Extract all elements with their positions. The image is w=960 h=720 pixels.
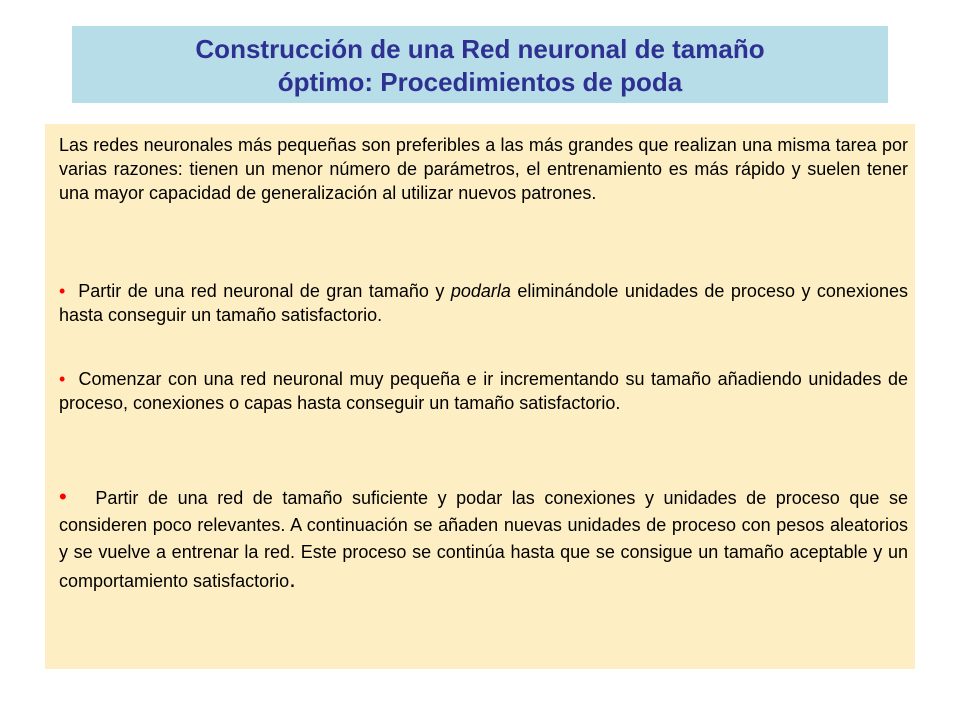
bullet-icon: •	[59, 484, 67, 509]
bullet-item-1	[59, 279, 908, 327]
slide-title-line1: Construcción de una Red neuronal de tamaño	[195, 34, 765, 64]
slide-title-line2: óptimo: Procedimientos de poda	[277, 67, 683, 97]
bullet-item-3	[59, 483, 908, 595]
bullet-icon: •	[59, 281, 66, 301]
slide-title	[72, 26, 888, 99]
bullet-1-emphasis: podarla	[450, 281, 511, 301]
bullet-item-2	[59, 367, 908, 415]
bullet-1-text-end: eliminándole unidades de proceso y conexiones hasta conseguir un tamaño satisfactorio.	[59, 281, 908, 325]
intro-paragraph: Las redes neuronales más pequeñas son preferibles a las más grandes que realizan una misma tarea por varias razones: tienen un menor número de parámetros, el entrenamiento es más rápido y suelen tener una mayor capacidad de generalización al utilizar nuevos patrones.	[59, 135, 908, 203]
title-banner	[72, 26, 888, 103]
bullet-icon: •	[59, 369, 66, 389]
bullet-1-text-start: Partir de una red neuronal de gran tamaño y	[78, 281, 451, 301]
bullet-3-text: Partir de una red de tamaño suficiente y podar las conexiones y unidades de proceso que se consideren poco relevantes. A continuación se añaden nuevas unidades de proceso con pesos aleatorios y se vuelve a entrenar la red. Este proceso se continúa hasta que se consigue un tamaño aceptable y un comportamiento satisfactorio	[59, 488, 908, 591]
content-panel	[45, 124, 915, 669]
bullet-2-text: Comenzar con una red neuronal muy pequeña e ir incrementando su tamaño añadiendo unidades de proceso, conexiones o capas hasta conseguir un tamaño satisfactorio.	[59, 369, 908, 413]
bullet-3-final-period: .	[289, 566, 296, 593]
